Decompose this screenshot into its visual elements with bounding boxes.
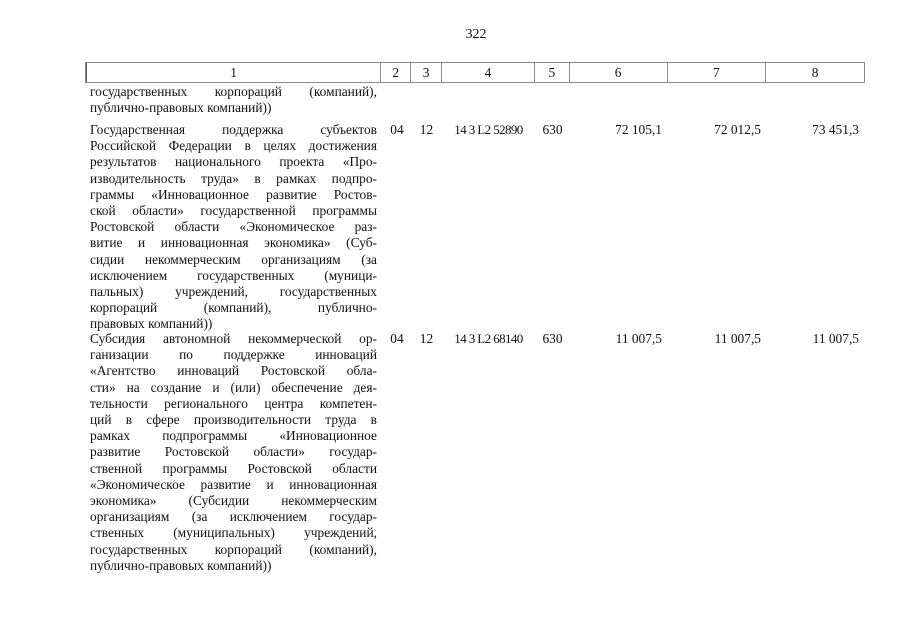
description-line: результатов национального проекта «Про- (90, 154, 377, 170)
row-description (85, 122, 381, 333)
column-header-2: 2 (381, 63, 411, 82)
description-line: рамках подпрограммы «Инновационное (90, 428, 377, 444)
description-line: Ростовской области «Экономическое раз- (90, 219, 377, 235)
table-row (85, 84, 865, 116)
row-description (85, 84, 381, 116)
description-line: Субсидия автономной некоммерческой ор- (90, 331, 377, 346)
description-line: государственных корпораций (компаний), (90, 84, 377, 99)
description-line: пальных) учреждений, государственных (90, 284, 377, 300)
column-header-8: 8 (811, 65, 819, 80)
row-description (85, 331, 381, 574)
page-number: 322 (465, 27, 487, 42)
amount-year-3: 11 007,5 (812, 331, 859, 346)
target-article-code: 14 3 L2 68140 (454, 331, 523, 346)
description-line: исключением государственных (муници- (90, 267, 377, 283)
description-line: публично-правовых компаний)) (90, 100, 272, 116)
description-line: «Экономическое развитие и инновационная (90, 476, 377, 492)
amount-year-2: 72 012,5 (714, 122, 761, 137)
description-line: правовых компаний)) (90, 316, 213, 332)
amount-year-3: 73 451,3 (812, 122, 859, 137)
description-line: ственной программы Ростовской области (90, 460, 377, 476)
column-header-7: 7 (668, 63, 767, 82)
description-line: Российской Федерации в целях достижения (90, 138, 377, 154)
description-line: экономика» (Субсидии некоммерческим (90, 493, 377, 509)
subsection-code: 12 (419, 122, 434, 137)
column-header-6: 6 (570, 63, 668, 82)
description-line: организациям (за исключением государ- (90, 509, 377, 525)
description-line: ской области» государственной программы (90, 203, 377, 219)
amount-year-1: 11 007,5 (615, 331, 662, 346)
column-header-3: 3 (411, 63, 442, 82)
description-line: ганизации по поддержке инноваций (90, 347, 377, 363)
description-line: изводительность труда» в рамках подпро- (90, 170, 377, 186)
description-line: «Агентство инноваций Ростовской обла- (90, 363, 377, 379)
description-line: сидии некоммерческим организациям (за (90, 251, 377, 267)
column-header-4: 4 (442, 63, 535, 82)
target-article-code: 14 3 L2 52890 (454, 122, 523, 137)
description-line: корпораций (компаний), публично- (90, 300, 377, 316)
description-line: тельности регионального центра компетен- (90, 395, 377, 411)
table-row (85, 122, 865, 333)
description-line: граммы «Инновационное развитие Ростов- (90, 186, 377, 202)
description-line: государственных корпораций (компаний), (90, 541, 377, 557)
subsection-code: 12 (419, 331, 434, 346)
description-line: сти» на создание и (или) обеспечение дея- (90, 379, 377, 395)
description-line: развитие Ростовской области» государ- (90, 444, 377, 460)
description-line: публично-правовых компаний)) (90, 557, 272, 573)
column-header-1: 1 (86, 63, 381, 82)
description-line: ций в сфере производительности труда в (90, 412, 377, 428)
section-code: 04 (390, 331, 404, 346)
amount-year-1: 72 105,1 (615, 122, 662, 137)
amount-year-2: 11 007,5 (714, 331, 761, 346)
description-line: ственных (муниципальных) учреждений, (90, 525, 377, 541)
description-line: витие и инновационная экономика» (Суб- (90, 235, 377, 251)
column-header-5: 5 (535, 63, 570, 82)
table-row (85, 331, 865, 574)
expense-type-code: 630 (542, 122, 563, 137)
section-code: 04 (390, 122, 404, 137)
table-header-row (85, 62, 865, 83)
description-line: Государственная поддержка субъектов (90, 122, 377, 137)
expense-type-code: 630 (542, 331, 563, 346)
